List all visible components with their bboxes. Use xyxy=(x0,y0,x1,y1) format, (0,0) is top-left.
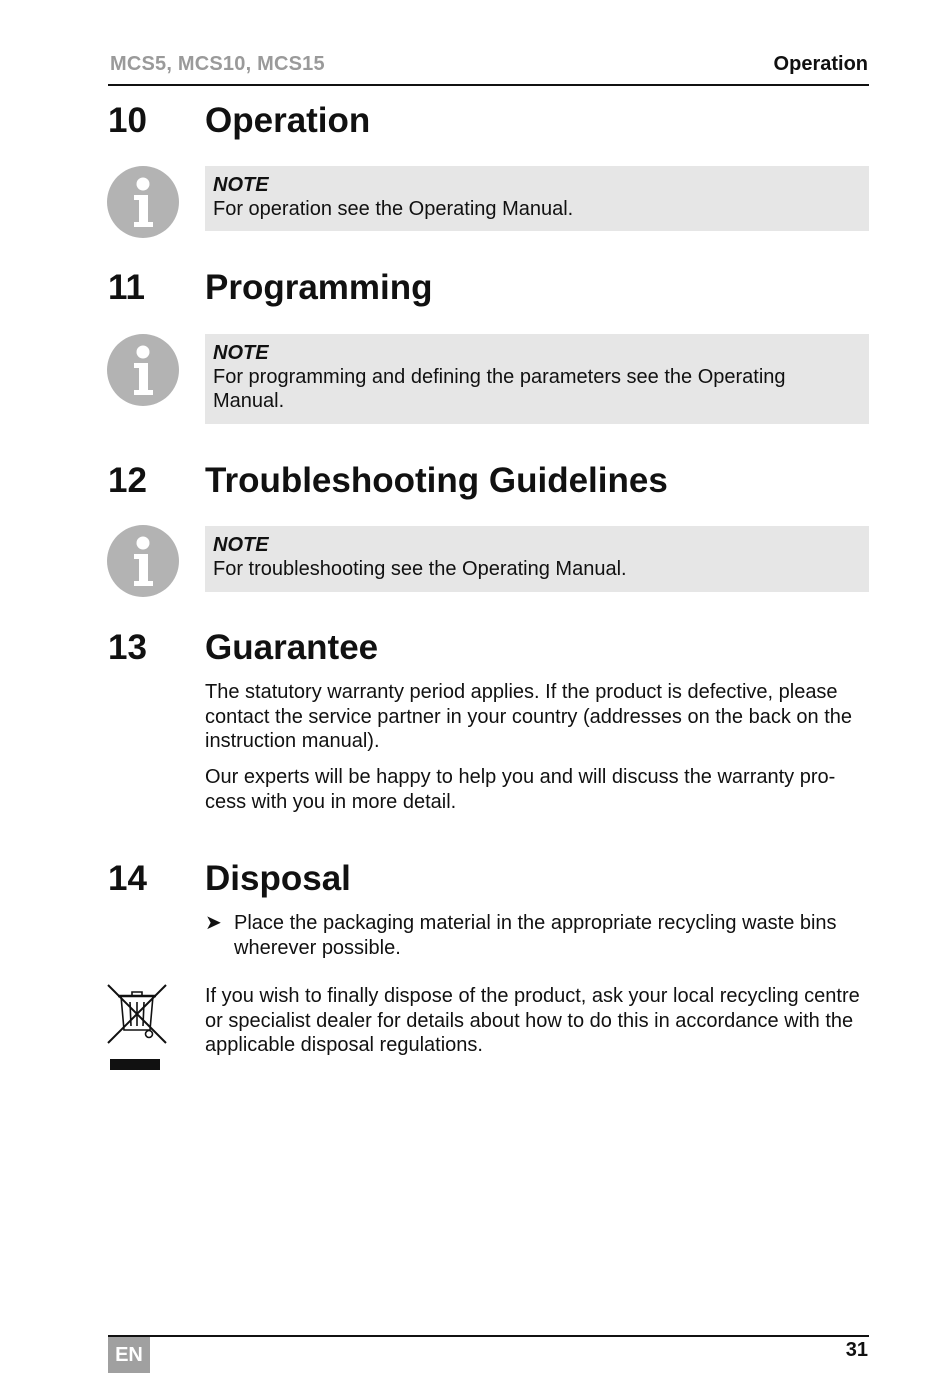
section-title: Troubleshooting Guidelines xyxy=(205,461,668,500)
bullet-arrow-icon: ➤ xyxy=(205,912,222,934)
crossed-out-bin-icon xyxy=(106,983,168,1075)
footer-rule xyxy=(108,1335,869,1337)
note-box xyxy=(205,334,869,424)
guarantee-paragraph: The statutory warranty period applies. If the product is defective, please contact the service partner in your country (addresses on the back on the instruction manual). xyxy=(205,681,853,752)
section-title: Disposal xyxy=(205,859,351,898)
guarantee-paragraph: Our experts will be happy to help you and will discuss the warranty pro-cess with you in more detail. xyxy=(205,766,836,813)
note-text: For programming and defining the parameters see the Operating Manual. xyxy=(213,366,786,412)
note-text: For troubleshooting see the Operating Manual. xyxy=(213,558,627,580)
note-label: NOTE xyxy=(213,534,269,556)
section-number: 10 xyxy=(108,101,147,140)
section-number: 11 xyxy=(108,268,145,307)
note-box xyxy=(205,526,869,592)
note-label: NOTE xyxy=(213,342,269,364)
section-title: Operation xyxy=(205,101,371,140)
section-number: 14 xyxy=(108,859,147,898)
header-rule xyxy=(108,84,869,86)
info-icon xyxy=(106,524,180,598)
section-number: 12 xyxy=(108,461,147,500)
disposal-bullet xyxy=(205,911,869,960)
section-number: 13 xyxy=(108,628,147,667)
note-text: For operation see the Operating Manual. xyxy=(213,198,574,220)
header-section: Operation xyxy=(773,53,868,75)
note-box xyxy=(205,166,869,231)
header-models: MCS5, MCS10, MCS15 xyxy=(110,53,325,75)
note-label: NOTE xyxy=(213,174,269,196)
disposal-paragraph: If you wish to finally dispose of the product, ask your local recycling centre or specialist dealer for details about how to do this in accordance with the applicable disposal regulations. xyxy=(205,985,860,1056)
bullet-text: Place the packaging material in the appropriate recycling waste bins wherever possible. xyxy=(234,912,837,959)
info-icon xyxy=(106,333,180,407)
info-icon xyxy=(106,165,180,239)
section-title: Programming xyxy=(205,268,433,307)
page-number: 31 xyxy=(845,1339,868,1361)
section-title: Guarantee xyxy=(205,628,379,667)
language-badge: EN xyxy=(108,1337,150,1373)
